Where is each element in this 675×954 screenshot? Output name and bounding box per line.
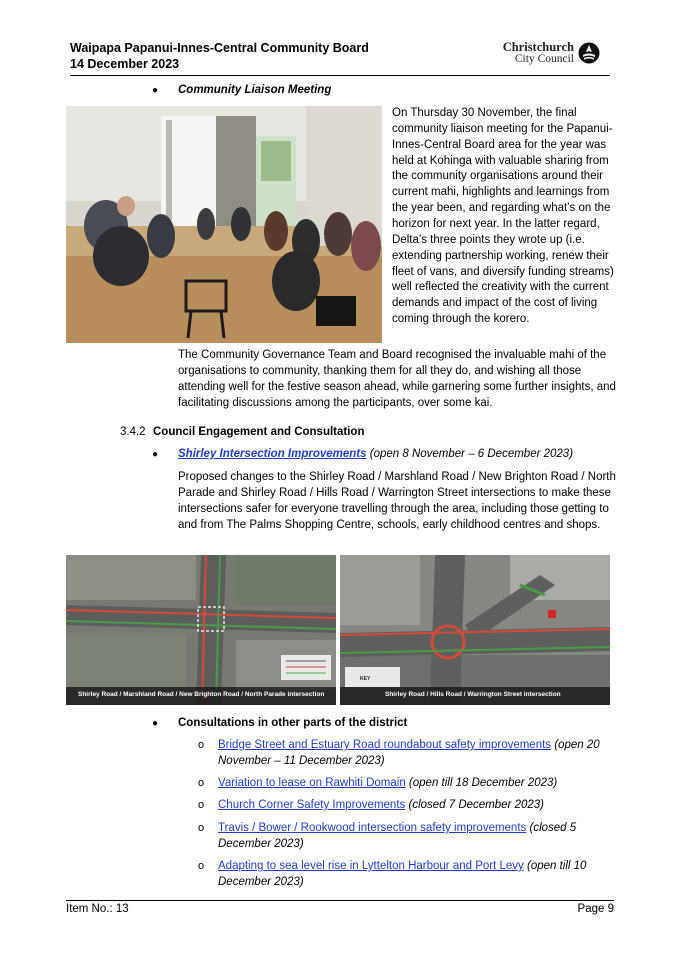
list-circle-icon: o bbox=[198, 777, 205, 789]
shirley-marshland-map bbox=[66, 555, 336, 705]
list-circle-icon: o bbox=[198, 739, 205, 751]
consultation-link[interactable]: Church Corner Safety Improvements bbox=[218, 799, 406, 811]
bullet-icon: ● bbox=[152, 449, 159, 460]
map1-caption: Shirley Road / Marshland Road / New Brighton Road / North Parade intersection bbox=[66, 687, 336, 705]
consultation-link[interactable]: Travis / Bower / Rookwood intersection safety improvements bbox=[218, 822, 527, 834]
consultation-note: (open till 10 December 2023) bbox=[218, 860, 587, 888]
section-title: Council Engagement and Consultation bbox=[153, 426, 365, 438]
list-item bbox=[218, 738, 618, 770]
item-number: Item No.: 13 bbox=[66, 903, 129, 915]
list-item bbox=[218, 859, 618, 891]
page-footer bbox=[66, 900, 614, 918]
page-number: Page 9 bbox=[577, 903, 614, 915]
consultation-note: (closed 7 December 2023) bbox=[408, 799, 544, 811]
page-header bbox=[70, 40, 610, 76]
consultation-note: (open 20 November – 11 December 2023) bbox=[218, 739, 600, 767]
council-logo bbox=[503, 41, 600, 65]
list-circle-icon: o bbox=[198, 799, 205, 811]
list-circle-icon: o bbox=[198, 860, 205, 872]
other-heading: Consultations in other parts of the district bbox=[178, 717, 408, 729]
logo-line1: Christchurch bbox=[502, 40, 574, 54]
council-emblem-icon bbox=[578, 42, 600, 64]
logo-line2: City Council bbox=[514, 53, 574, 65]
consultation-link[interactable]: Adapting to sea level rise in Lyttelton Harbour and Port Levy bbox=[218, 860, 524, 872]
shirley-dates: (open 8 November – 6 December 2023) bbox=[369, 448, 574, 460]
list-item bbox=[218, 798, 618, 814]
shirley-hills-map bbox=[340, 555, 610, 705]
list-item bbox=[218, 821, 618, 853]
liaison-followup: The Community Governance Team and Board recognised the invaluable mahi of the organisations to community, thanking them for all they do, and wishing all those attending well for the festive season ahead, while garnering some further insights, and facilitating discussions among the participants, over some kai. bbox=[178, 349, 616, 409]
map2-caption: Shirley Road / Hills Road / Warrington Street intersection bbox=[340, 687, 610, 705]
list-item bbox=[218, 776, 618, 792]
list-circle-icon: o bbox=[198, 822, 205, 834]
board-name: Waipapa Papanui-Innes-Central Community Board bbox=[70, 41, 369, 55]
shirley-heading bbox=[178, 447, 618, 463]
section-number: 3.4.2 bbox=[120, 426, 146, 438]
liaison-heading: Community Liaison Meeting bbox=[178, 84, 332, 96]
consultation-link[interactable]: Variation to lease on Rawhiti Domain bbox=[218, 777, 406, 789]
liaison-meeting-photo bbox=[66, 106, 382, 343]
map2-key: KEY bbox=[360, 676, 371, 682]
consultation-note: (closed 5 December 2023) bbox=[218, 822, 577, 850]
bullet-icon: ● bbox=[152, 718, 159, 729]
consultation-note: (open till 18 December 2023) bbox=[408, 777, 558, 789]
bullet-icon: ● bbox=[152, 85, 159, 96]
meeting-date: 14 December 2023 bbox=[70, 57, 180, 71]
shirley-description: Proposed changes to the Shirley Road / Marshland Road / New Brighton Road / North Parade and Shirley Road / Hills Road / Warrington Street intersections to make these intersections safer for everyone travelling through the area, including those getting to and from The Palms Shopping Centre, schools, early childhood centres and shops. bbox=[178, 471, 616, 531]
consultation-link[interactable]: Bridge Street and Estuary Road roundabout safety improvements bbox=[218, 739, 552, 751]
liaison-description: On Thursday 30 November, the final community liaison meeting for the Papanui-Innes-Central Board area for the year was held at Kohinga with valuable sharing from the community organisations around their current mahi, highlights and learnings from the year been, and regarding what’s on the horizon for next year. In the latter regard, Delta’s three points they wrote up (i.e. extending partnership working, renew their fleet of vans, and diversify funding streams) well reflected the creativity with the current demands and impact of the cost of living coming through the korero. bbox=[392, 107, 614, 326]
shirley-link[interactable]: Shirley Intersection Improvements bbox=[178, 448, 367, 460]
